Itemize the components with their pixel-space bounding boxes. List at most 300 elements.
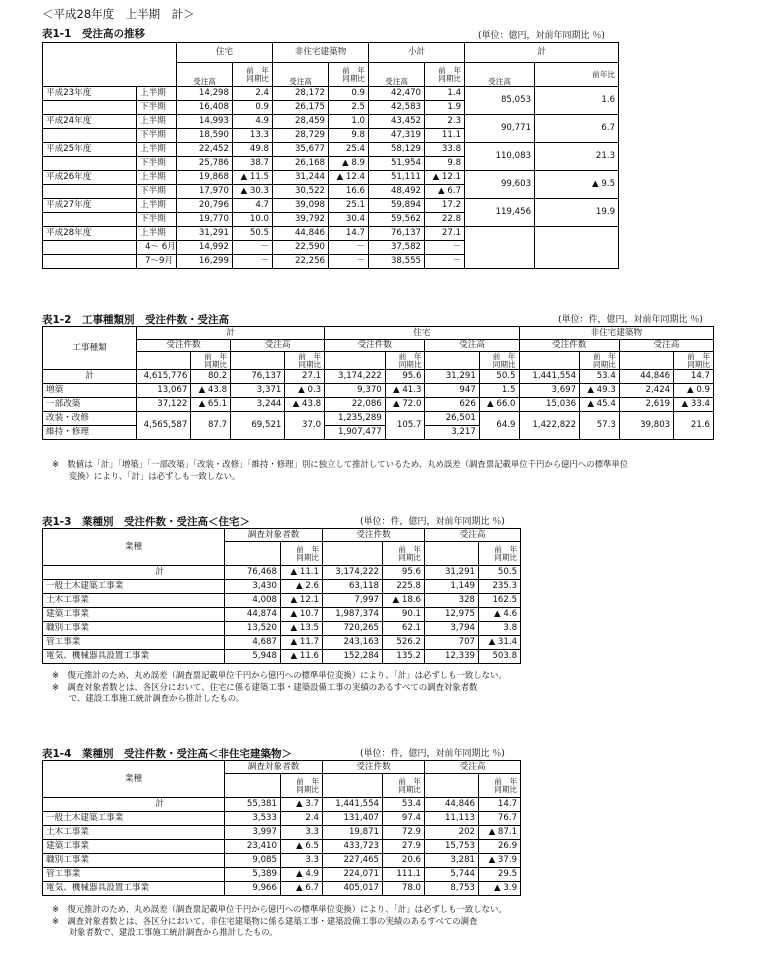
value-cell: 235.3 (479, 580, 521, 594)
period-cell: 上半期 (137, 227, 177, 241)
value-cell: 13,067 (137, 384, 191, 398)
value-cell: 2,424 (619, 384, 673, 398)
sub-header-ratio: 前 年 同期比 (191, 352, 231, 370)
value-cell: 105.7 (385, 412, 425, 440)
table-row (43, 227, 619, 241)
total-amount-cell: 85,053 (465, 87, 535, 115)
value-cell: 4,687 (225, 636, 281, 650)
value-cell: ▲ 49.3 (580, 384, 620, 398)
value-cell: 23,410 (225, 840, 281, 854)
value-cell: ▲ 37.9 (479, 854, 521, 868)
corner-cell (43, 43, 177, 87)
table-1-1 (42, 42, 619, 269)
table3-note (52, 670, 507, 705)
table4-unit: (単位：件，億円，対前年同期比 ％) (360, 749, 505, 759)
period-cell: 7～9月 (137, 255, 177, 269)
table3-title: 表1-3 業種別 受注件数・受注高＜住宅＞ (42, 516, 250, 528)
value-cell: 95.6 (383, 566, 425, 580)
value-cell: 16,299 (177, 255, 233, 269)
period-cell: 下半期 (137, 101, 177, 115)
value-cell: ▲ 66.0 (479, 398, 519, 412)
value-cell: 44,846 (619, 370, 673, 384)
value-cell: ▲ 18.6 (383, 594, 425, 608)
value-cell: 44,874 (225, 608, 281, 622)
col-survey-count: 調査対象者数 (225, 761, 323, 774)
blank-cell (519, 352, 580, 370)
value-cell: 16.6 (329, 185, 369, 199)
value-cell: － (233, 241, 273, 255)
value-cell: 707 (425, 636, 479, 650)
sub-header: 受注高 (465, 63, 535, 87)
value-cell: 20.6 (383, 854, 425, 868)
total-amount-cell (465, 227, 535, 269)
value-cell: 225.8 (383, 580, 425, 594)
table-row (43, 115, 619, 129)
row-label: 維持・修理 (43, 426, 137, 440)
value-cell: ▲ 8.9 (329, 157, 369, 171)
table-row (43, 608, 521, 622)
value-cell: 55,381 (225, 798, 281, 812)
page-heading: ＜平成28年度 上半期 計＞ (42, 7, 195, 21)
value-cell: ▲ 4.9 (281, 868, 323, 882)
value-cell: 62.1 (383, 622, 425, 636)
value-cell: ▲ 12.4 (329, 171, 369, 185)
row-header-industry: 業種 (43, 761, 225, 798)
table-1-2 (42, 326, 714, 440)
value-cell: 14,992 (177, 241, 233, 255)
table-row (43, 636, 521, 650)
value-cell: 57.3 (580, 412, 620, 440)
sub-header: 受注高 (273, 63, 329, 87)
value-cell: 1.4 (425, 87, 465, 101)
value-cell: 29.5 (479, 868, 521, 882)
value-cell: ▲ 2.6 (281, 580, 323, 594)
sub-header-ratio: 前 年 同期比 (385, 352, 425, 370)
value-cell: 28,172 (273, 87, 329, 101)
value-cell: ▲ 11.5 (233, 171, 273, 185)
row-label: 職別工事業 (43, 622, 225, 636)
col-total: 計 (465, 43, 619, 63)
value-cell: 17,970 (177, 185, 233, 199)
value-cell: 11,113 (425, 812, 479, 826)
value-cell: 19,871 (323, 826, 383, 840)
value-cell: 8,753 (425, 882, 479, 896)
year-cell (43, 157, 137, 171)
total-row (43, 566, 521, 580)
row-label: 電気、機械器具設置工事業 (43, 650, 225, 664)
value-cell: 37.0 (285, 412, 325, 440)
table-row (43, 171, 619, 185)
total-ratio-cell: 6.7 (535, 115, 619, 143)
value-cell: 2.4 (281, 812, 323, 826)
value-cell: 9,966 (225, 882, 281, 896)
value-cell: 13.3 (233, 129, 273, 143)
value-cell: 0.9 (329, 87, 369, 101)
note-line: で、建設工事施工統計調査から推計したもの。 (52, 693, 245, 703)
table-row (43, 580, 521, 594)
value-cell: 15,036 (519, 398, 580, 412)
value-cell: － (233, 255, 273, 269)
value-cell: － (329, 241, 369, 255)
value-cell: 243,163 (323, 636, 383, 650)
table2-title: 表1-2 工事種類別 受注件数・受注高 (42, 314, 229, 326)
value-cell: 3,533 (225, 812, 281, 826)
sub-header: 受注件数 (325, 340, 425, 352)
sub-header: 受注件数 (137, 340, 231, 352)
period-cell: 下半期 (137, 129, 177, 143)
sub-header-ratio: 前 年 同期比 (281, 542, 323, 566)
value-cell: 14.7 (479, 798, 521, 812)
value-cell: 42,470 (369, 87, 425, 101)
col-subtotal: 小計 (369, 43, 465, 63)
sub-header-ratio: 前 年 同期比 (479, 352, 519, 370)
table-row (43, 868, 521, 882)
total-row (43, 370, 714, 384)
total-amount-cell: 99,603 (465, 171, 535, 199)
value-cell: 2,619 (619, 398, 673, 412)
value-cell: 25.1 (329, 199, 369, 213)
value-cell: 3,244 (231, 398, 285, 412)
value-cell: 30.4 (329, 213, 369, 227)
value-cell: 44,846 (273, 227, 329, 241)
table1-title: 表1-1 受注高の推移 (42, 28, 145, 40)
value-cell: 69,521 (231, 412, 285, 440)
value-cell: 9,370 (325, 384, 386, 398)
table-row (43, 840, 521, 854)
value-cell: ▲ 6.5 (281, 840, 323, 854)
value-cell: 26,168 (273, 157, 329, 171)
year-cell: 平成25年度 (43, 143, 137, 157)
table-row (43, 826, 521, 840)
period-cell: 上半期 (137, 143, 177, 157)
value-cell: 2.4 (233, 87, 273, 101)
table3-unit: (単位：件，億円，対前年同期比 ％) (360, 517, 505, 527)
value-cell: 19,770 (177, 213, 233, 227)
year-cell (43, 241, 137, 255)
sub-header-ratio: 前 年 同期比 (479, 774, 521, 798)
value-cell: 26.9 (479, 840, 521, 854)
year-cell: 平成26年度 (43, 171, 137, 185)
value-cell: 3,697 (519, 384, 580, 398)
value-cell: 227,465 (323, 854, 383, 868)
table-row (43, 412, 714, 426)
value-cell: 97.4 (383, 812, 425, 826)
row-label: 計 (43, 798, 225, 812)
table-row (43, 622, 521, 636)
value-cell: 48,492 (369, 185, 425, 199)
row-label: 計 (43, 566, 225, 580)
value-cell: ▲ 6.7 (281, 882, 323, 896)
col-order-count: 受注件数 (323, 529, 425, 542)
value-cell: 78.0 (383, 882, 425, 896)
value-cell: 27.1 (285, 370, 325, 384)
value-cell: 51,954 (369, 157, 425, 171)
value-cell: 12,339 (425, 650, 479, 664)
col-housing: 住宅 (177, 43, 273, 63)
row-label: 一般土木建築工事業 (43, 580, 225, 594)
value-cell: 80.2 (191, 370, 231, 384)
year-cell (43, 129, 137, 143)
value-cell: 4.7 (233, 199, 273, 213)
value-cell: 21.6 (674, 412, 714, 440)
value-cell: 15,753 (425, 840, 479, 854)
table-row (43, 854, 521, 868)
value-cell: 12,975 (425, 608, 479, 622)
value-cell: 224,071 (323, 868, 383, 882)
year-cell (43, 213, 137, 227)
value-cell: 720,265 (323, 622, 383, 636)
table2-unit: (単位：件，億円，対前年同期比 ％) (558, 315, 703, 325)
value-cell: － (425, 241, 465, 255)
period-cell: 上半期 (137, 171, 177, 185)
value-cell: 31,244 (273, 171, 329, 185)
total-amount-cell: 110,083 (465, 143, 535, 171)
table4-note (52, 904, 507, 939)
value-cell: 76,137 (369, 227, 425, 241)
value-cell: 90.1 (383, 608, 425, 622)
value-cell: 3.3 (281, 854, 323, 868)
value-cell: ▲ 3.9 (479, 882, 521, 896)
value-cell: 18,590 (177, 129, 233, 143)
value-cell: 11.1 (425, 129, 465, 143)
year-cell: 平成24年度 (43, 115, 137, 129)
value-cell: 16,408 (177, 101, 233, 115)
value-cell: 3,997 (225, 826, 281, 840)
value-cell: 947 (425, 384, 479, 398)
value-cell: 3.8 (479, 622, 521, 636)
value-cell: ▲ 13.5 (281, 622, 323, 636)
value-cell: 4,615,776 (137, 370, 191, 384)
row-label: 一般土木建築工事業 (43, 812, 225, 826)
table-row (43, 143, 619, 157)
value-cell: 31,291 (425, 566, 479, 580)
value-cell: 38,555 (369, 255, 425, 269)
value-cell: 1.0 (329, 115, 369, 129)
value-cell: 53.4 (383, 798, 425, 812)
row-label: 電気、機械器具設置工事業 (43, 882, 225, 896)
value-cell: 22,452 (177, 143, 233, 157)
value-cell: 1.9 (425, 101, 465, 115)
value-cell: ▲ 12.1 (425, 171, 465, 185)
sub-header: 受注高 (177, 63, 233, 87)
note-line: ※ 調査対象者数とは、各区分において、非住宅建築物に係る建築工事・建築設備工事の実績のあるすべての調査 (52, 915, 478, 926)
table1-unit: (単位：億円，対前年同期比 ％) (478, 31, 605, 41)
value-cell: ▲ 0.9 (674, 384, 714, 398)
value-cell: 14,298 (177, 87, 233, 101)
value-cell: 22,590 (273, 241, 329, 255)
value-cell: 42,583 (369, 101, 425, 115)
sub-header-ratio: 前 年 同期比 (674, 352, 714, 370)
value-cell: 3,217 (425, 426, 479, 440)
value-cell: 3.3 (281, 826, 323, 840)
row-label: 職別工事業 (43, 854, 225, 868)
value-cell: ▲ 4.6 (479, 608, 521, 622)
col-housing: 住宅 (325, 327, 519, 340)
value-cell: 47,319 (369, 129, 425, 143)
value-cell: 49.8 (233, 143, 273, 157)
value-cell: 26,175 (273, 101, 329, 115)
value-cell: 14,993 (177, 115, 233, 129)
value-cell: 4,565,587 (137, 412, 191, 440)
value-cell: 27.9 (383, 840, 425, 854)
table4-title: 表1-4 業種別 受注件数・受注高＜非住宅建築物＞ (42, 748, 292, 760)
value-cell: ▲ 31.4 (479, 636, 521, 650)
value-cell: 17.2 (425, 199, 465, 213)
value-cell: 25,786 (177, 157, 233, 171)
sub-header-ratio: 前 年 同期比 (383, 542, 425, 566)
table-1-3 (42, 528, 521, 664)
value-cell: 87.7 (191, 412, 231, 440)
value-cell: ▲ 87.1 (479, 826, 521, 840)
value-cell: 30,522 (273, 185, 329, 199)
value-cell: 28,729 (273, 129, 329, 143)
col-survey-count: 調査対象者数 (225, 529, 323, 542)
value-cell: 1,422,822 (519, 412, 580, 440)
blank-cell (231, 352, 285, 370)
value-cell: ▲ 33.4 (674, 398, 714, 412)
table-row (43, 199, 619, 213)
blank-cell (225, 774, 281, 798)
value-cell: 162.5 (479, 594, 521, 608)
sub-header: 受注高 (425, 340, 519, 352)
value-cell: ▲ 45.4 (580, 398, 620, 412)
value-cell: 38.7 (233, 157, 273, 171)
row-label: 建築工事業 (43, 840, 225, 854)
blank-cell (619, 352, 673, 370)
blank-cell (325, 352, 386, 370)
value-cell: 44,846 (425, 798, 479, 812)
value-cell: ▲ 6.7 (425, 185, 465, 199)
value-cell: 43,452 (369, 115, 425, 129)
value-cell: 626 (425, 398, 479, 412)
value-cell: 1,235,289 (325, 412, 386, 426)
sub-header-ratio: 前 年 同期比 (285, 352, 325, 370)
row-label: 計 (43, 370, 137, 384)
blank-cell (225, 542, 281, 566)
value-cell: 10.0 (233, 213, 273, 227)
value-cell: 9.8 (425, 157, 465, 171)
value-cell: ▲ 43.8 (191, 384, 231, 398)
period-cell: 下半期 (137, 213, 177, 227)
value-cell: 35,677 (273, 143, 329, 157)
value-cell: 22,086 (325, 398, 386, 412)
value-cell: 111.1 (383, 868, 425, 882)
total-row (43, 798, 521, 812)
total-ratio-cell: 21.3 (535, 143, 619, 171)
note-line: 対象者数で、建設工事施工統計調査から推計したもの。 (52, 927, 278, 937)
total-amount-cell: 90,771 (465, 115, 535, 143)
sub-header: 受注件数 (519, 340, 619, 352)
total-ratio-cell: ▲ 9.5 (535, 171, 619, 199)
table-row (43, 398, 714, 412)
value-cell: 1,441,554 (519, 370, 580, 384)
value-cell: 4,008 (225, 594, 281, 608)
sub-header-ratio: 前 年 同期比 (383, 774, 425, 798)
period-cell: 上半期 (137, 115, 177, 129)
sub-header: 受注高 (619, 340, 713, 352)
value-cell: － (425, 255, 465, 269)
value-cell: 50.5 (479, 566, 521, 580)
table-row (43, 882, 521, 896)
note-line: ※ 調査対象者数とは、各区分において、住宅に係る建築工事・建築設備工事の実績のあるすべての調査対象者数 (52, 681, 478, 692)
table-row (43, 384, 714, 398)
value-cell: 152,284 (323, 650, 383, 664)
value-cell: 39,098 (273, 199, 329, 213)
value-cell: 3,174,222 (325, 370, 386, 384)
value-cell: 64.9 (479, 412, 519, 440)
year-cell (43, 101, 137, 115)
note-line: 変換）により、「計」は必ずしも一致しない。 (52, 470, 241, 481)
value-cell: 39,803 (619, 412, 673, 440)
value-cell: 1,987,374 (323, 608, 383, 622)
value-cell: 63,118 (323, 580, 383, 594)
value-cell: 95.6 (385, 370, 425, 384)
value-cell: 135.2 (383, 650, 425, 664)
value-cell: 4.9 (233, 115, 273, 129)
period-cell: 上半期 (137, 199, 177, 213)
value-cell: 503.8 (479, 650, 521, 664)
blank-cell (323, 542, 383, 566)
sub-header: 前 年 同期比 (329, 63, 369, 87)
col-order-amount: 受注高 (425, 761, 521, 774)
value-cell: 526.2 (383, 636, 425, 650)
value-cell: ▲ 11.7 (281, 636, 323, 650)
row-label: 管工事業 (43, 868, 225, 882)
period-cell: 下半期 (137, 157, 177, 171)
value-cell: 9,085 (225, 854, 281, 868)
value-cell: 7,997 (323, 594, 383, 608)
value-cell: 39,792 (273, 213, 329, 227)
col-nonhousing: 非住宅建築物 (273, 43, 369, 63)
value-cell: － (329, 255, 369, 269)
row-label: 管工事業 (43, 636, 225, 650)
value-cell: 25.4 (329, 143, 369, 157)
value-cell: 27.1 (425, 227, 465, 241)
value-cell: 405,017 (323, 882, 383, 896)
table2-note (52, 459, 628, 482)
row-label: 土木工事業 (43, 826, 225, 840)
value-cell: 5,948 (225, 650, 281, 664)
value-cell: 59,562 (369, 213, 425, 227)
total-ratio-cell: 19.9 (535, 199, 619, 227)
period-cell: 下半期 (137, 185, 177, 199)
col-total: 計 (137, 327, 325, 340)
value-cell: 5,744 (425, 868, 479, 882)
value-cell: 131,407 (323, 812, 383, 826)
value-cell: 1,907,477 (325, 426, 386, 440)
value-cell: 59,894 (369, 199, 425, 213)
value-cell: ▲ 72.0 (385, 398, 425, 412)
note-line: ※ 復元推計のため、丸め誤差（調査票記載単位千円から億円への標準単位変換）により、「計」は必ずしも一致しない。 (52, 904, 507, 914)
row-label: 建築工事業 (43, 608, 225, 622)
period-cell: 4～ 6月 (137, 241, 177, 255)
value-cell: 58,129 (369, 143, 425, 157)
row-label: 一部改築 (43, 398, 137, 412)
value-cell: 2.3 (425, 115, 465, 129)
value-cell: 13,520 (225, 622, 281, 636)
row-label: 土木工事業 (43, 594, 225, 608)
value-cell: 0.9 (233, 101, 273, 115)
value-cell: 20,796 (177, 199, 233, 213)
year-cell (43, 255, 137, 269)
value-cell: 31,291 (425, 370, 479, 384)
col-order-count: 受注件数 (323, 761, 425, 774)
table-1-4 (42, 760, 521, 896)
value-cell: 28,459 (273, 115, 329, 129)
year-cell: 平成27年度 (43, 199, 137, 213)
col-order-amount: 受注高 (425, 529, 521, 542)
value-cell: ▲ 11.1 (281, 566, 323, 580)
